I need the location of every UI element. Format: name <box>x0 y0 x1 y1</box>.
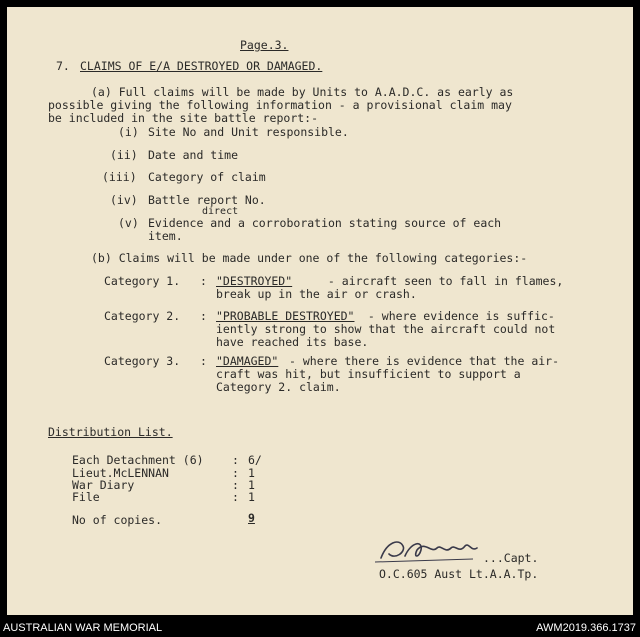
category-text: iently strong to show that the aircraft could not <box>216 322 556 336</box>
distribution-name: War Diary <box>72 478 135 492</box>
distribution-colon: : <box>232 453 239 467</box>
item-number: (iii) <box>102 170 137 184</box>
distribution-heading: Distribution List. <box>48 425 173 439</box>
category-term: "DAMAGED" <box>216 354 279 368</box>
para-a-line: possible giving the following information - a provisional claim may <box>48 98 512 112</box>
category-text: break up in the air or crash. <box>216 287 417 301</box>
distribution-qty: 1 <box>248 466 255 480</box>
category-text: craft was hit, but insufficient to support a <box>216 367 521 381</box>
copies-label: No of copies. <box>72 513 163 527</box>
category-term: "DESTROYED" <box>216 274 293 288</box>
category-colon: : <box>200 309 207 323</box>
distribution-qty: 1 <box>248 490 255 504</box>
category-term: "PROBABLE DESTROYED" <box>216 309 355 323</box>
category-label: Category 1. <box>104 274 181 288</box>
category-text: Category 2. claim. <box>216 380 341 394</box>
para-b: (b) Claims will be made under one of the following categories:- <box>91 251 528 265</box>
item-text: item. <box>148 229 183 243</box>
section-number: 7. <box>56 59 70 73</box>
para-a-line: be included in the site battle report:- <box>48 111 319 125</box>
distribution-name: Each Detachment (6) <box>72 453 204 467</box>
category-text: have reached its base. <box>216 335 369 349</box>
item-text: Category of claim <box>148 170 266 184</box>
copies-value: 9 <box>248 511 255 525</box>
item-text: Site No and Unit responsible. <box>148 125 349 139</box>
distribution-name: Lieut.McLENNAN <box>72 466 169 480</box>
item-number: (iv) <box>110 193 138 207</box>
item-text: Battle report No. <box>148 193 266 207</box>
distribution-qty: 1 <box>248 478 255 492</box>
signature-title: ...Capt. <box>483 551 539 565</box>
item-number: (i) <box>118 125 139 139</box>
distribution-colon: : <box>232 466 239 480</box>
category-colon: : <box>200 354 207 368</box>
para-a-line: (a) Full claims will be made by Units to A.A.D.C. as early as <box>91 85 514 99</box>
footer-reference: AWM2019.366.1737 <box>536 622 636 634</box>
category-text: - where evidence is suffic- <box>361 309 555 323</box>
item-number: (v) <box>118 216 139 230</box>
item-number: (ii) <box>110 148 138 162</box>
footer-institution: AUSTRALIAN WAR MEMORIAL <box>3 622 163 634</box>
distribution-colon: : <box>232 478 239 492</box>
section-heading: CLAIMS OF E/A DESTROYED OR DAMAGED. <box>80 59 323 73</box>
item-text: Evidence and a corroboration stating source of each <box>148 216 502 230</box>
document-page <box>7 7 633 615</box>
category-colon: : <box>200 274 207 288</box>
item-insert: direct <box>202 206 239 217</box>
category-label: Category 3. <box>104 354 181 368</box>
category-text: - aircraft seen to fall in flames, <box>321 274 564 288</box>
page-number: Page.3. <box>240 38 289 52</box>
distribution-name: File <box>72 490 100 504</box>
category-text: - where there is evidence that the air- <box>289 354 560 368</box>
signature-name: O.C.605 Aust Lt.A.A.Tp. <box>379 567 539 581</box>
distribution-colon: : <box>232 490 239 504</box>
distribution-qty: 6/ <box>248 453 262 467</box>
category-label: Category 2. <box>104 309 181 323</box>
item-text: Date and time <box>148 148 239 162</box>
handwritten-signature <box>373 532 483 566</box>
